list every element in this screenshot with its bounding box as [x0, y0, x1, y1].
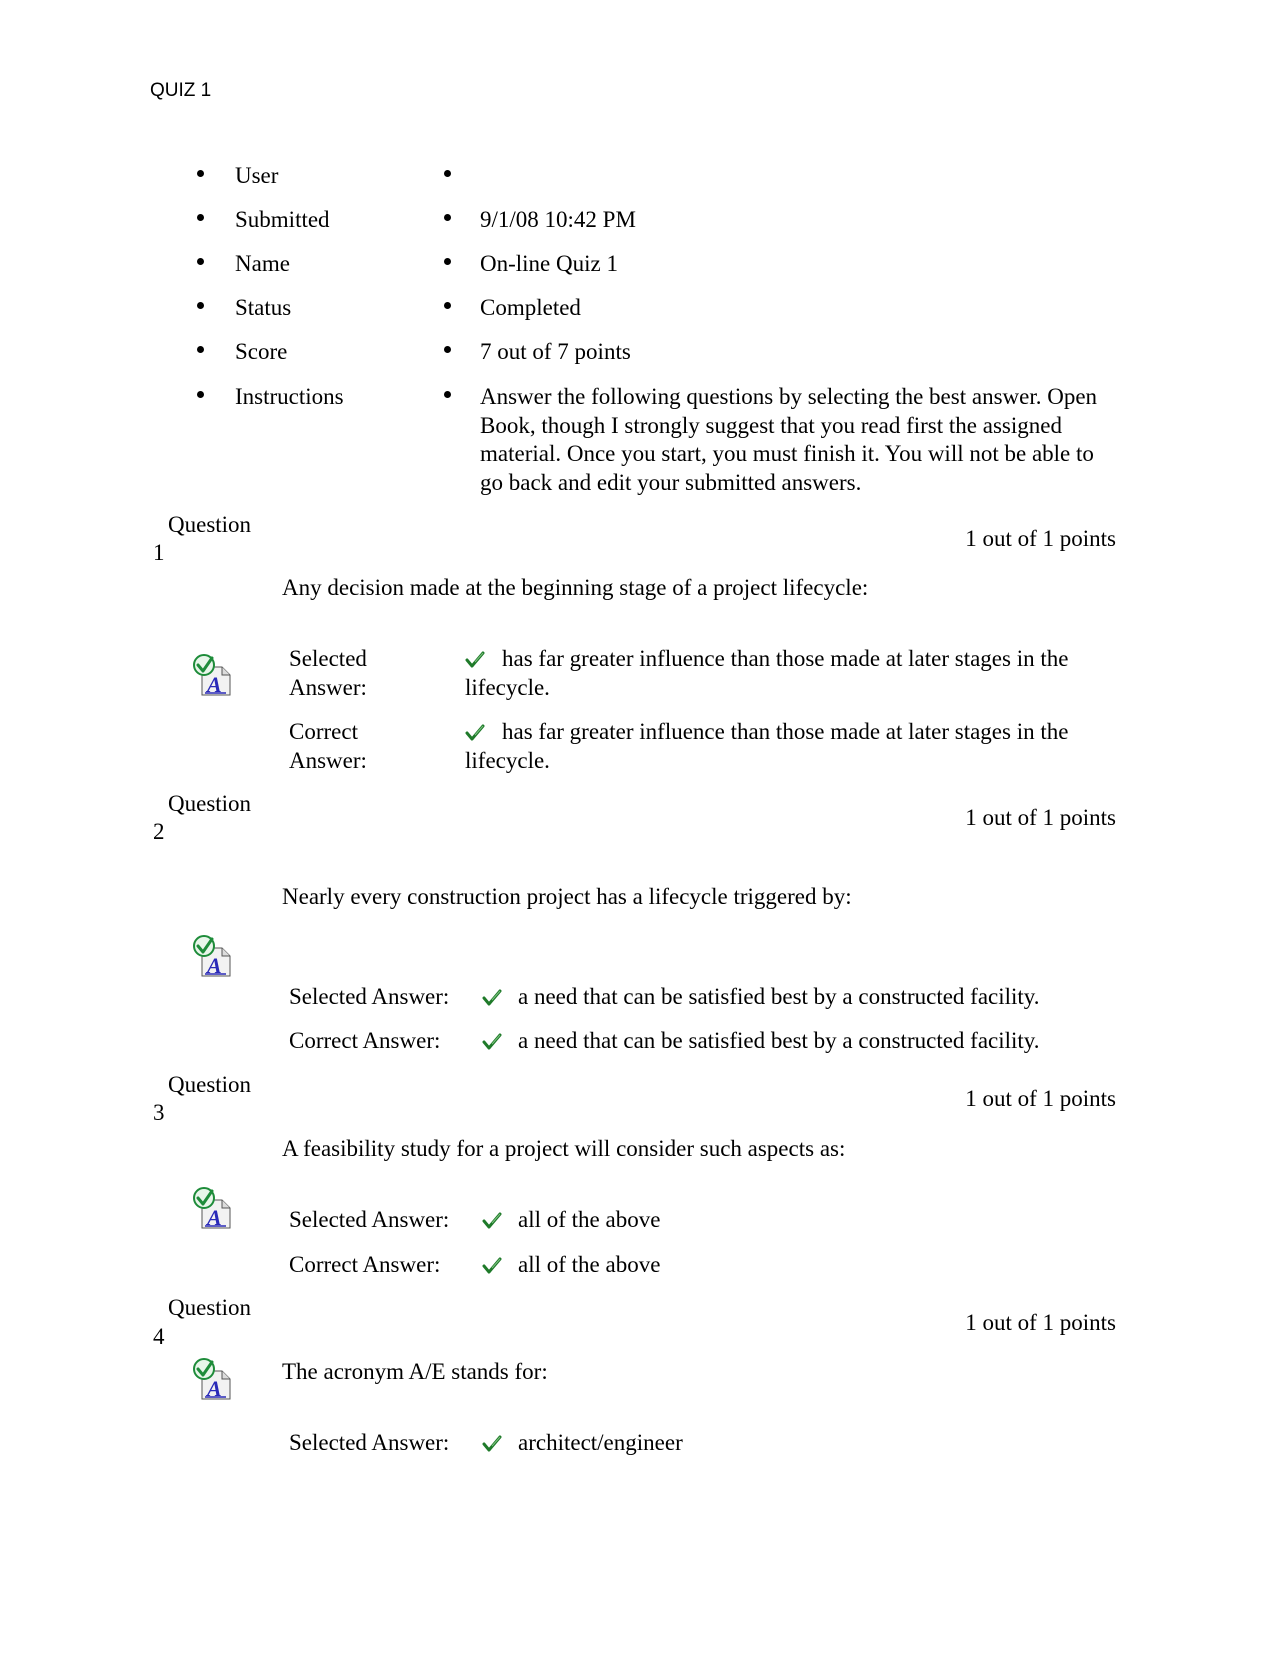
info-value-instructions: Answer the following questions by selecting the best answer. Open Book, though I strongly suggest that you read first the assigned material. Once you start, you must finish it. You will not be able to go back and edit your submitted answers. — [480, 384, 1098, 495]
selected-answer-text: has far greater influence than those made at later stages in the lifecycle. — [465, 646, 1069, 700]
check-icon — [482, 1211, 502, 1229]
bullet-icon — [197, 302, 204, 309]
info-value-name: On-line Quiz 1 — [480, 251, 618, 276]
correct-answer-text: has far greater influence than those made at later stages in the lifecycle. — [465, 719, 1069, 773]
question-label: Question — [168, 512, 252, 537]
question-number: 2 — [153, 819, 165, 844]
info-value-score: 7 out of 7 points — [480, 339, 631, 364]
check-icon — [482, 1032, 502, 1050]
question-text: A feasibility study for a project will consider such aspects as: — [282, 1136, 846, 1161]
selected-answer-text: all of the above — [518, 1207, 661, 1232]
selected-answer-label: Selected Answer: — [289, 646, 367, 700]
bullet-icon — [197, 391, 204, 398]
question-points: 1 out of 1 points — [965, 805, 1116, 830]
selected-answer-text: a need that can be satisfied best by a constructed facility. — [518, 984, 1040, 1009]
question-text: Nearly every construction project has a lifecycle triggered by: — [282, 884, 852, 909]
info-label-user: User — [235, 163, 279, 188]
answer-icon — [192, 934, 236, 978]
question-points: 1 out of 1 points — [965, 526, 1116, 551]
correct-answer-label: Correct Answer: — [289, 1028, 441, 1053]
selected-answer-label: Selected Answer: — [289, 1430, 450, 1455]
answer-icon — [192, 1357, 236, 1401]
bullet-icon — [444, 214, 451, 221]
selected-answer-text: architect/engineer — [518, 1430, 683, 1455]
correct-answer-text: all of the above — [518, 1252, 661, 1277]
question-number: 1 — [153, 540, 165, 565]
info-label-instructions: Instructions — [235, 384, 344, 409]
info-label-name: Name — [235, 251, 290, 276]
correct-answer-label: Correct Answer: — [289, 719, 367, 773]
selected-answer-label: Selected Answer: — [289, 984, 450, 1009]
bullet-icon — [197, 170, 204, 177]
check-icon — [482, 988, 502, 1006]
bullet-icon — [197, 258, 204, 265]
bullet-icon — [444, 302, 451, 309]
question-label: Question — [168, 791, 252, 816]
question-label: Question — [168, 1295, 252, 1320]
answer-icon — [192, 653, 236, 697]
question-points: 1 out of 1 points — [965, 1310, 1116, 1335]
question-number: 4 — [153, 1324, 165, 1349]
check-icon — [482, 1256, 502, 1274]
bullet-icon — [197, 346, 204, 353]
bullet-icon — [444, 391, 451, 398]
info-label-status: Status — [235, 295, 292, 320]
correct-answer-text: a need that can be satisfied best by a constructed facility. — [518, 1028, 1040, 1053]
question-number: 3 — [153, 1100, 165, 1125]
info-label-score: Score — [235, 339, 288, 364]
selected-answer-label: Selected Answer: — [289, 1207, 450, 1232]
page-title: QUIZ 1 — [150, 80, 212, 101]
answer-icon — [192, 1186, 236, 1230]
info-label-submitted: Submitted — [235, 207, 330, 232]
bullet-icon — [444, 346, 451, 353]
question-label: Question — [168, 1072, 252, 1097]
info-value-status: Completed — [480, 295, 581, 320]
question-text: Any decision made at the beginning stage of a project lifecycle: — [282, 575, 869, 600]
check-icon — [482, 1434, 502, 1452]
bullet-icon — [197, 214, 204, 221]
question-points: 1 out of 1 points — [965, 1086, 1116, 1111]
bullet-icon — [444, 170, 451, 177]
bullet-icon — [444, 258, 451, 265]
question-text: The acronym A/E stands for: — [282, 1359, 548, 1384]
correct-answer-label: Correct Answer: — [289, 1252, 441, 1277]
info-value-submitted: 9/1/08 10:42 PM — [480, 207, 636, 232]
